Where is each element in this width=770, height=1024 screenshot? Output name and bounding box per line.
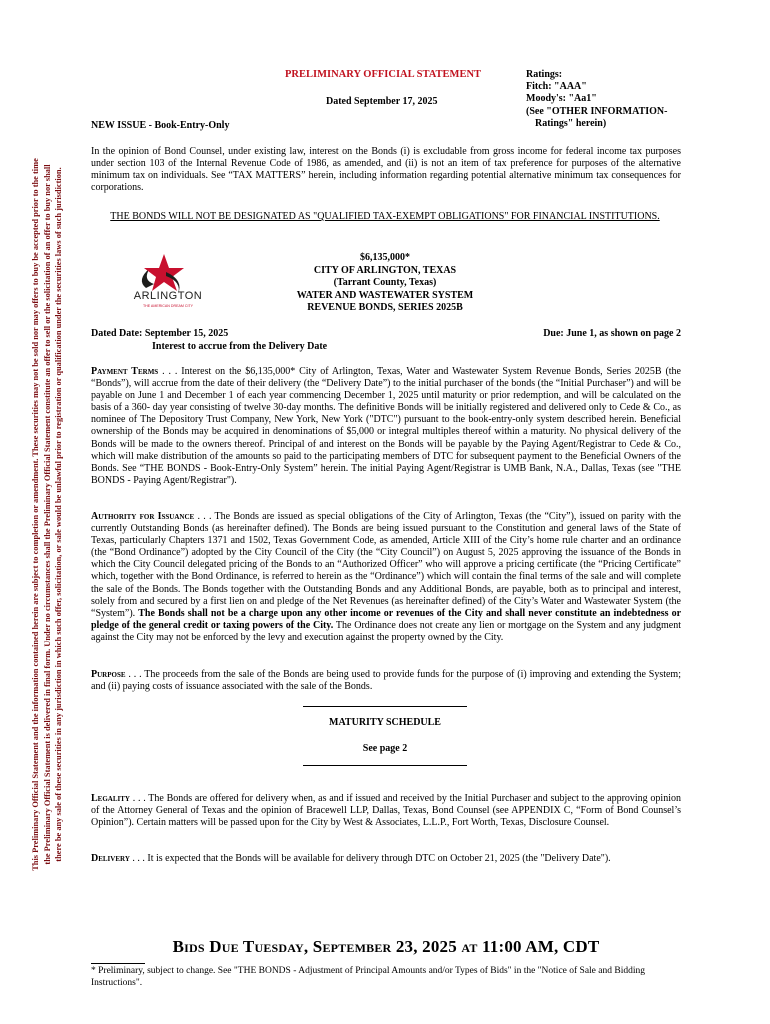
tax-opinion: In the opinion of Bond Counsel, under existing law, interest on the Bonds (i) is excludable from gross income for federal income tax purposes under section 103 of the Internal Revenue Code of 1986, as amended, and (ii) is not an item of tax preference for purposes of the alternative minimum tax on individuals. See “TAX MATTERS” herein, including information regarding potential alternative minimum tax consequences for corporations. (91, 146, 681, 194)
dated-line: Dated September 17, 2025 (326, 96, 438, 107)
fitch-rating: Fitch: "AAA" (526, 81, 587, 93)
payment-terms-text: . . . Interest on the $6,135,000* City of Arlington, Texas, Water and Wastewater System Revenue Bonds, Series 2025B (the “Bonds”), will accrue from the date of their delivery (the “Delivery Date”) to the initial purchaser of the bonds (the “Initial Purchaser”) and will be payable on June 1 and December 1 of each year commencing December 1, 2025 until maturity or prior redemption, and will be calculated on the basis of a 360- day year consisting of twelve 30-day months. The definitive Bonds will be initially registered and delivered only to Cede & Co., as nominee of The Depository Trust Company, New York, New York ("DTC") pursuant to the book-entry-only system described herein. Beneficial ownership of the Bonds may be acquired in denominations of $5,000 or integral multiples thereof within a maturity. No physical delivery of the Bonds will be made to the owners thereof. Principal of and interest on the Bonds will be payable by the Paying Agent/Registrar to Cede & Co., which will make distribution of the amounts so paid to the participating members of DTC for subsequent payment to the Beneficial Owners of the Bonds. See “THE BONDS - Book-Entry-Only System” herein. The initial Paying Agent/Registrar is UMB Bank, N.A., Dallas, Texas (see "THE BONDS - Paying Agent/Registrar"). (91, 366, 681, 486)
ratings-note-1: (See "OTHER INFORMATION- (526, 105, 668, 117)
legality-heading: Legality (91, 793, 130, 804)
legend-line-2: the Preliminary Official Statement is delivered in final form. Under no circumstances shall the Preliminary Official Statement constitute an offer to sell or the solicitation of an offer to buy nor shall (42, 164, 52, 865)
margin-legend (30, 62, 70, 967)
document-title: PRELIMINARY OFFICIAL STATEMENT (285, 69, 482, 80)
dated-date: Dated Date: September 15, 2025 (91, 328, 229, 339)
new-issue-label: NEW ISSUE - Book-Entry-Only (91, 120, 230, 131)
legend-line-1: This Preliminary Official Statement and the information contained herein are subject to completion or amendment. These securities may not be sold nor may offers to buy be accepted prior to the time (31, 158, 40, 871)
series-name: REVENUE BONDS, SERIES 2025B (307, 302, 463, 314)
delivery-text: . . . It is expected that the Bonds will be available for delivery through DTC on October 21, 2025 (the "Delivery Date"). (129, 853, 611, 864)
divider-bottom (303, 765, 467, 766)
authority-text: . . . The Bonds are issued as special obligations of the City of Arlington, Texas (the “City”), issued on parity with the currently Outstanding Bonds (as hereinafter defined). The Bonds are being issued pursuant to the Constitution and general laws of the State of Texas, particularly Chapters 1371 and 1502, Texas Government Code, as amended, Article XIII of the City’s home rule charter and an ordinance (the “Bond Ordinance”) adopted by the City Council of the City (the “City Council”) on August 5, 2025 approving the issuance of the Bonds in which the City Council delegated pricing of the Bonds to an “Authorized Officer” who will approve a pricing certificate (the “Pricing Certificate” which, together with the Bond Ordinance, is referred to herein as the “Ordinance”) which will contain the final terms of the sale and will complete the sale of the Bonds. The Bonds together with the Outstanding Bonds and any Additional Bonds, are payable, both as to principal and interest, solely from and secured by a first lien on and pledge of the Net Revenues (as hereinafter defined) of the City’s Water and Wastewater System (the “System”). (91, 511, 681, 619)
maturity-schedule-heading: MATURITY SCHEDULE (329, 717, 441, 728)
purpose-paragraph (91, 669, 681, 693)
payment-terms-heading: Payment Terms (91, 366, 159, 377)
delivery-heading: Delivery (91, 853, 130, 864)
issuer-name: CITY OF ARLINGTON, TEXAS (313, 264, 457, 276)
logo-tagline: THE AMERICAN DREAM CITY (142, 304, 194, 308)
system-name: WATER AND WASTEWATER SYSTEM (296, 289, 474, 301)
interest-accrual: Interest to accrue from the Delivery Date (152, 341, 328, 352)
purpose-text: . . . The proceeds from the sale of the Bonds are being used to provide funds for the purpose of (i) improving and extending the System; and (ii) paying costs of issuance associated with the sale of the Bonds. (91, 669, 681, 693)
legality-paragraph (91, 793, 681, 829)
logo-wordmark: ARLINGTON (133, 290, 203, 302)
due-date: Due: June 1, as shown on page 2 (543, 328, 681, 339)
legality-text: . . . The Bonds are offered for delivery when, as and if issued and received by the Initial Purchaser and subject to the approving opinion of the Attorney General of Texas and the opinion of Bracewell LLP, Dallas, Texas, Bond Counsel (see APPENDIX C, “Form of Bond Counsel’s Opinion”). Certain matters will be passed upon for the City by West & Associates, L.L.P., Fort Worth, Texas, Disclosure Counsel. (91, 793, 681, 829)
arlington-star-icon (126, 250, 206, 312)
legend-line-3: there be any sale of these securities in any jurisdiction in which such offer, solicitation, or sale would be unlawful prior to registration or qualification under the securities laws of such jurisdiction. (54, 167, 63, 862)
ratings-block (526, 69, 667, 130)
authority-heading: Authority for Issuance (91, 511, 195, 522)
moodys-rating: Moody's: "Aa1" (526, 93, 597, 105)
payment-terms-paragraph (91, 366, 681, 487)
footnote: * Preliminary, subject to change. See "THE BONDS - Adjustment of Principal Amounts and/or Types of Bids" in the "Notice of Sale and Bidding Instructions". (91, 966, 645, 988)
ratings-label: Ratings: (526, 69, 563, 80)
authority-tail: The Ordinance does not create any lien or mortgage on the System and any judgment against the City may not be enforced by the levy and execution against the property owned by the City. (91, 619, 681, 643)
issue-amount: $6,135,000* (360, 252, 410, 263)
arlington-logo (126, 250, 206, 312)
issuer-county: (Tarrant County, Texas) (333, 277, 437, 289)
ratings-note-2: Ratings" herein) (535, 117, 607, 129)
divider-top (303, 706, 467, 707)
bids-due-banner: Bids Due Tuesday, September 23, 2025 at 11:00 AM, CDT (172, 937, 600, 956)
authority-bold-text: The Bonds shall not be a charge upon any other income or revenues of the City and shall never constitute an indebtedness or pledge of the general credit or taxing powers of the City. (91, 607, 682, 631)
purpose-heading: Purpose (91, 669, 126, 680)
footnote-rule (91, 963, 145, 964)
issue-block (230, 252, 540, 315)
not-designated-notice: THE BONDS WILL NOT BE DESIGNATED AS "QUALIFIED TAX-EXEMPT OBLIGATIONS" FOR FINANCIAL INSTITUTIONS. (110, 211, 660, 222)
authority-paragraph (91, 511, 681, 644)
delivery-paragraph (91, 853, 681, 865)
maturity-see-page: See page 2 (362, 743, 408, 754)
